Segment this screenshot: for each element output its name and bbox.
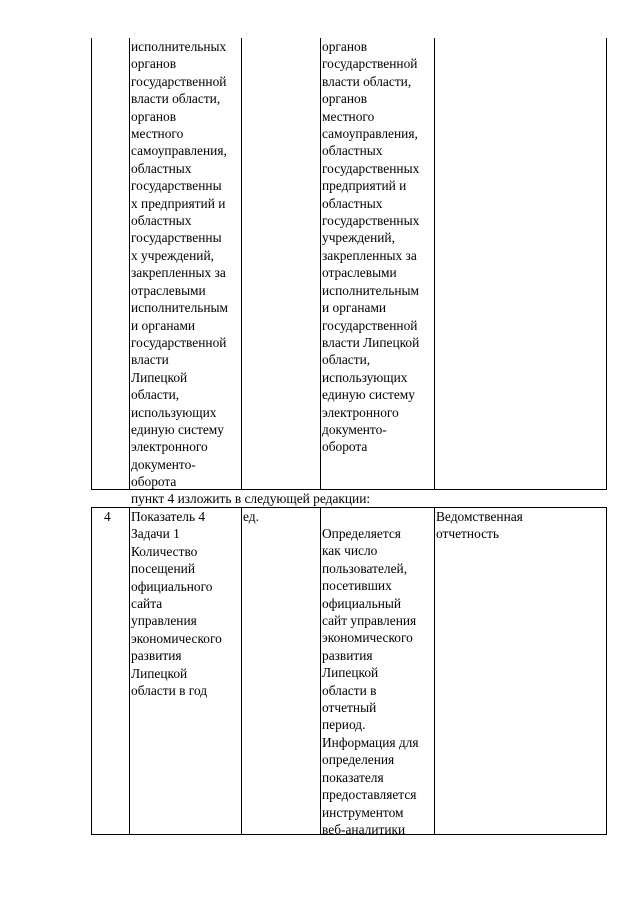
top-table-divider-1 [129,38,130,490]
bottom-table-divider-4 [434,507,435,835]
bottom-table-divider-2 [241,507,242,835]
bottom-table-divider-1 [129,507,130,835]
top-table-right-border [606,38,607,490]
row-number: 4 [104,509,111,524]
top-table-col2-text: исполнительных органов государственной власти области, органов местного самоуправления, областных государственны х предприятий и областных государственны х учреждений, закрепленных за отраслевыми исполнительным и органами государственной власти Липецкой области, использующих единую систему электронного документо- оборота [131,39,229,490]
bottom-table-right-border [606,507,607,835]
indicator-definition: Определяется как число пользователей, посетивших официальный сайт управления экономического развития Липецкой области в отчетный период. Информация для определения показателя предоставляется инструментом веб-аналитики [322,526,419,837]
top-table-col4-text: органов государственной власти области, органов местного самоуправления, областных государственных предприятий и областных государственных учреждений, закрепленных за отраслевыми исполнительным и органами государственной власти Липецкой области, использующих единую систему электронного документо- оборота [322,39,420,455]
top-table-left-border [91,38,92,490]
bottom-table-divider-3 [320,507,321,835]
top-table-divider-3 [320,38,321,490]
indicator-name: Показатель 4 Задачи 1 Количество посещений официального сайта управления экономического развития Липецкой области в год [131,509,222,699]
top-table-divider-2 [241,38,242,490]
bottom-table-left-border [91,507,92,835]
unit-of-measure: ед. [243,509,259,524]
top-table-divider-4 [434,38,435,490]
amendment-text: пункт 4 изложить в следующей редакции: [131,491,371,506]
data-source: Ведомственная отчетность [436,509,523,542]
